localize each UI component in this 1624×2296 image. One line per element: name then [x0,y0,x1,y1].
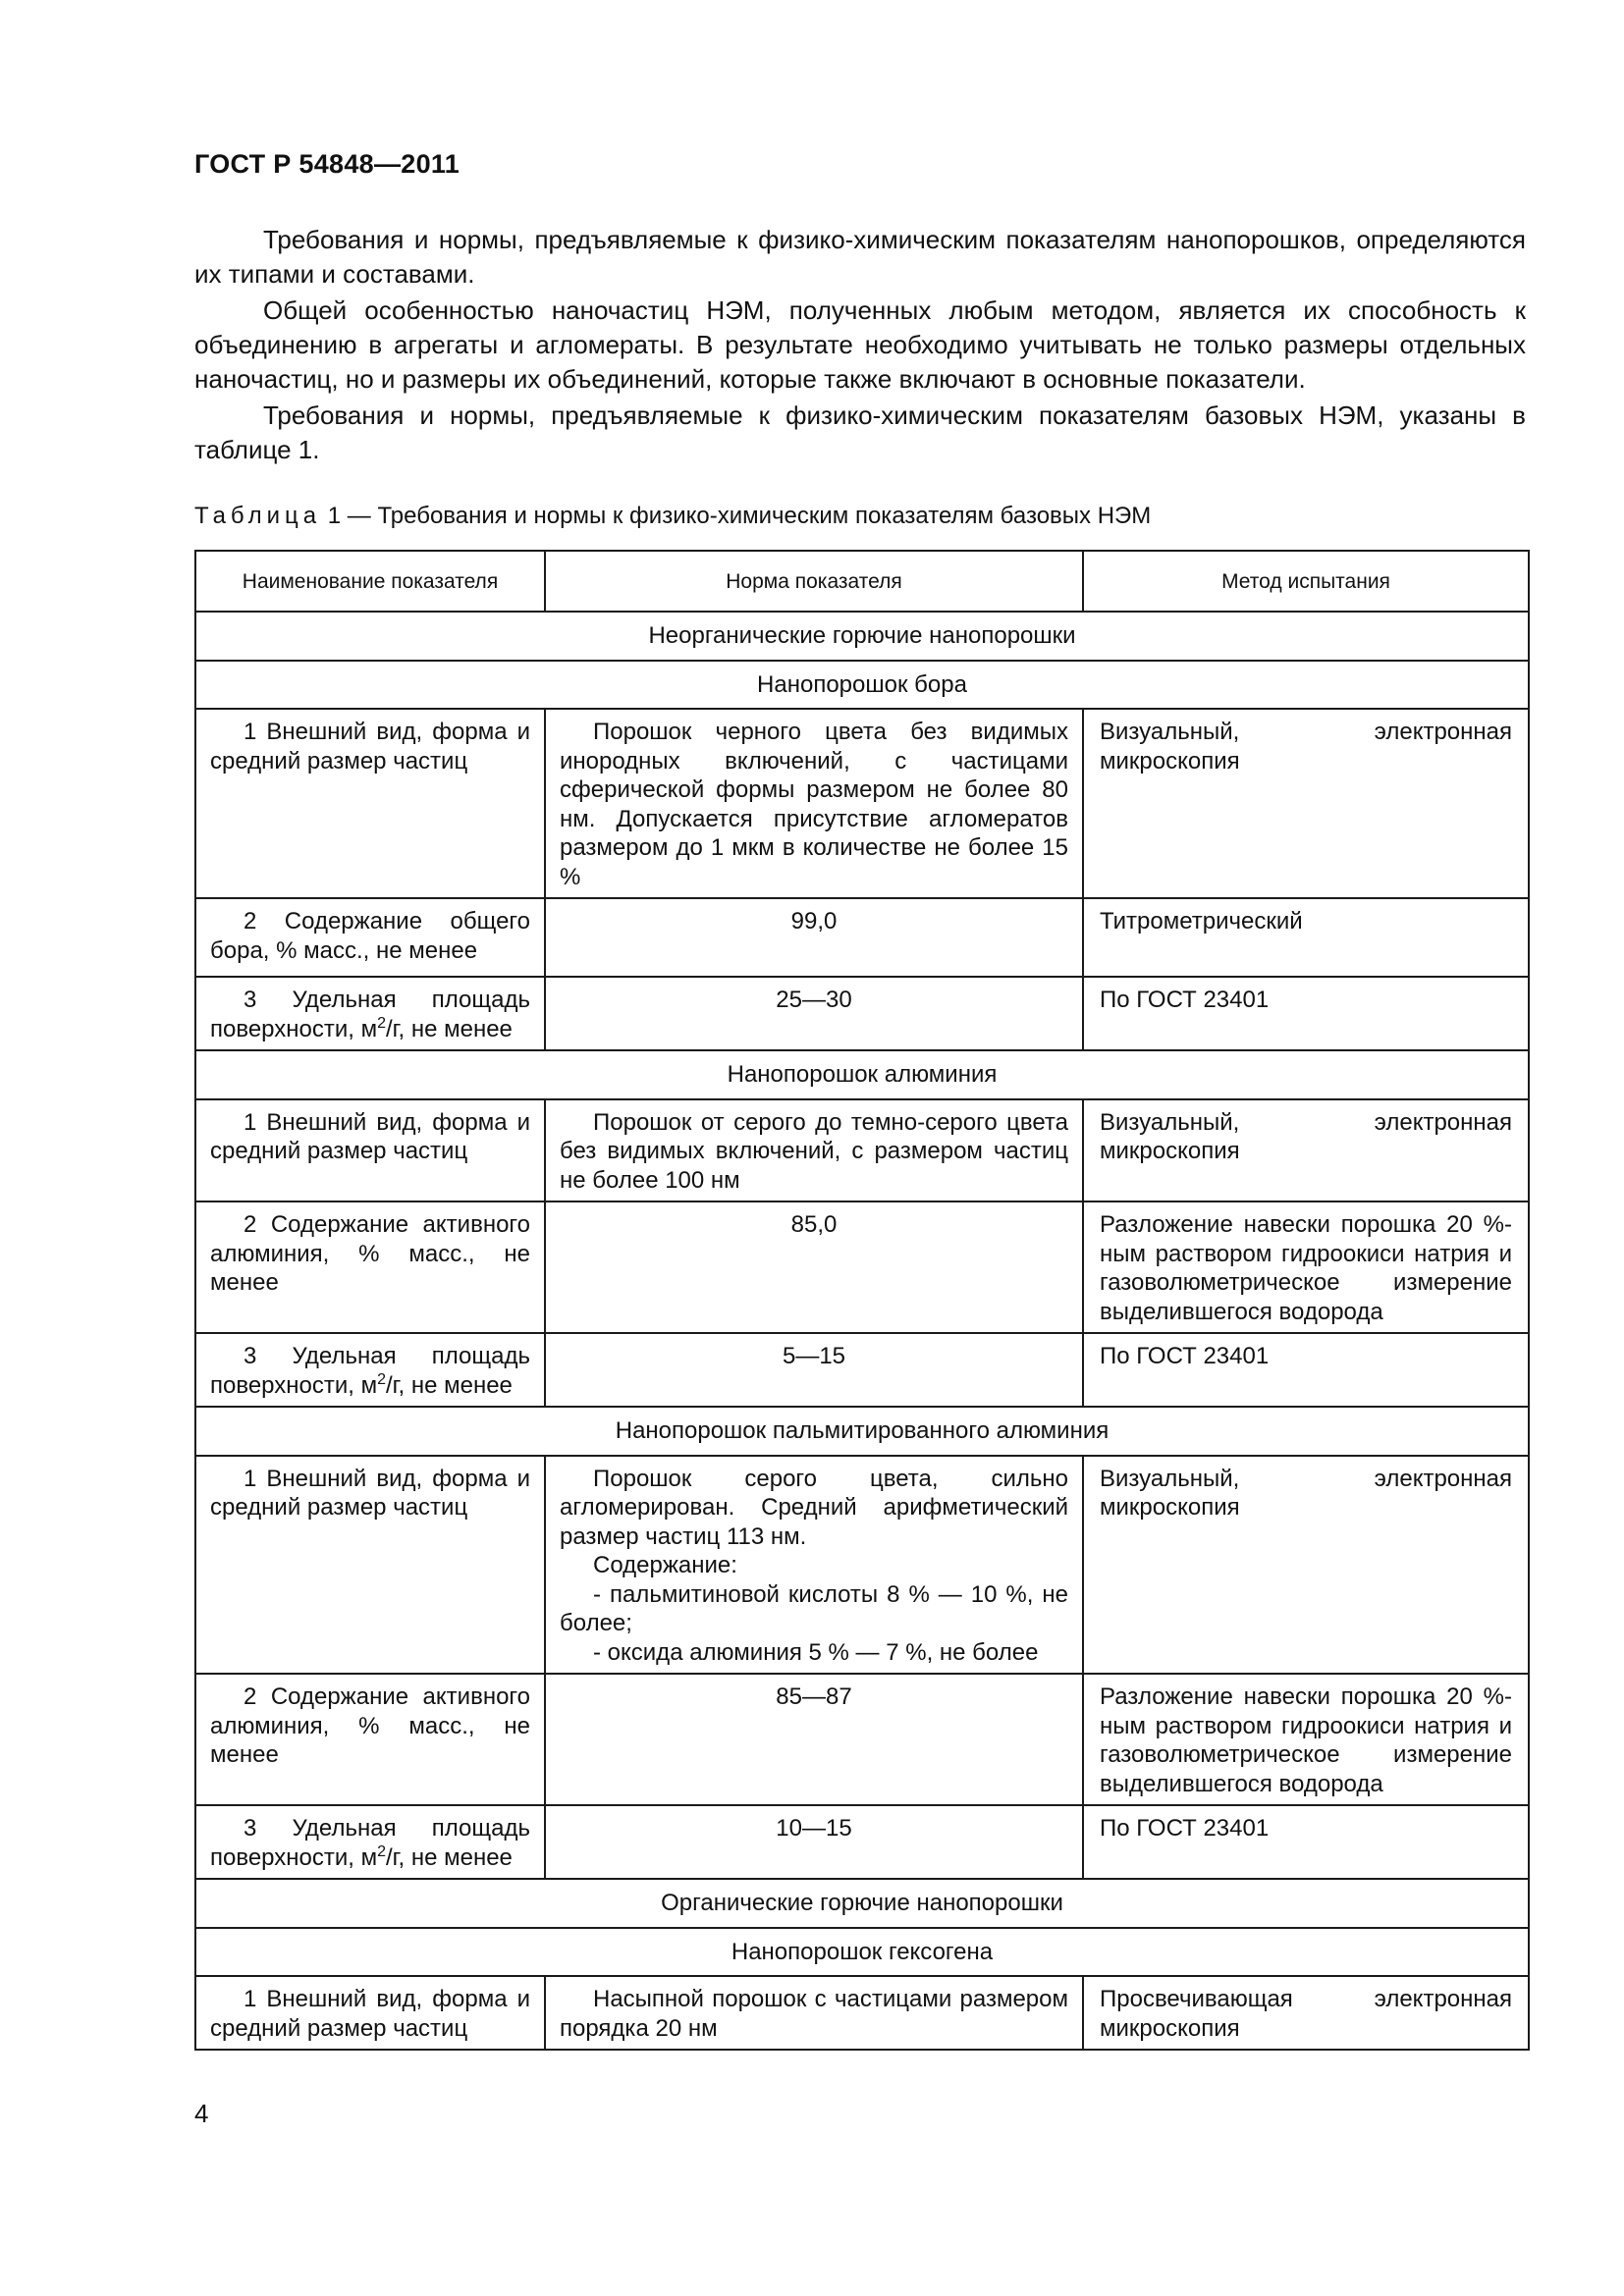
cell-name: 2 Содержание активного алюминия, % масс., не менее [195,1674,545,1805]
norm-list-item: - пальмитиновой кислоты 8 % — 10 %, не более; [560,1580,1068,1636]
subgroup-row [195,1050,1529,1099]
superscript: 2 [377,1014,386,1032]
subgroup-label: Нанопорошок бора [195,661,1529,710]
cell-name: 1 Внешний вид, форма и средний размер частиц [195,709,545,898]
table-row [195,1674,1529,1805]
cell-name: 1 Внешний вид, форма и средний размер частиц [195,1099,545,1202]
table-row [195,898,1529,977]
table-row [195,1333,1529,1407]
page-number: 4 [194,2099,209,2128]
paragraph: Требования и нормы, предъявляемые к физико-химическим показателям базовых НЭМ, указаны в таблице 1. [194,400,1526,464]
table-row [195,1976,1529,2050]
document-header: ГОСТ Р 54848—2011 [194,149,460,179]
cell-norm: Порошок от серого до темно-серого цвета без видимых включений, с размером частиц не более 100 нм [545,1099,1083,1202]
subgroup-row [195,1407,1529,1456]
subgroup-row [195,661,1529,710]
cell-name-unit: /г, не менее [386,1015,513,1042]
cell-name [195,1805,545,1879]
cell-norm: 5—15 [545,1333,1083,1407]
cell-method: Визуальный, электронная микроскопия [1083,1456,1529,1675]
subgroup-label: Нанопорошок алюминия [195,1050,1529,1099]
table-caption-text: 1 — Требования и нормы к физико-химическим показателям базовых НЭМ [321,503,1152,529]
table-caption-label: Таблица [194,503,322,529]
cell-name: 2 Содержание общего бора, % масс., не менее [195,898,545,977]
table-row [195,1201,1529,1333]
cell-method: Титрометрический [1083,898,1529,977]
cell-method: По ГОСТ 23401 [1083,977,1529,1050]
paragraph: Требования и нормы, предъявляемые к физико-химическим показателям нанопорошков, определяются их типами и составами. [194,225,1526,289]
table-row [195,1099,1529,1202]
table-header-row [195,551,1529,612]
table-row [195,1456,1529,1675]
cell-name [195,977,545,1050]
cell-name-unit: /г, не менее [386,1371,513,1399]
requirements-table [194,550,1530,2051]
cell-norm: 85,0 [545,1201,1083,1333]
subgroup-label: Нанопорошок пальмитированного алюминия [195,1407,1529,1456]
cell-method: По ГОСТ 23401 [1083,1805,1529,1879]
table-row [195,977,1529,1050]
cell-norm: 25—30 [545,977,1083,1050]
cell-name-unit: /г, не менее [386,1843,513,1871]
cell-norm: 99,0 [545,898,1083,977]
category-row [195,612,1529,661]
cell-method: Просвечивающая электронная микроскопия [1083,1976,1529,2050]
cell-name-text: 3 Удельная площадь поверхности, м [210,1343,530,1399]
cell-method: Визуальный, электронная микроскопия [1083,709,1529,898]
cell-norm: 85—87 [545,1674,1083,1805]
cell-norm: 10—15 [545,1805,1083,1879]
column-header-name: Наименование показателя [195,551,545,612]
cell-norm [545,1456,1083,1675]
category-row [195,1879,1529,1928]
table-caption [194,501,1151,532]
cell-norm: Насыпной порошок с частицами размером порядка 20 нм [545,1976,1083,2050]
norm-subheading: Содержание: [593,1552,737,1578]
cell-name-text: 3 Удельная площадь поверхности, м [210,1815,530,1871]
column-header-norm: Норма показателя [545,551,1083,612]
superscript: 2 [377,1370,386,1388]
cell-name: 1 Внешний вид, форма и средний размер частиц [195,1976,545,2050]
category-label: Органические горючие нанопорошки [195,1879,1529,1928]
superscript: 2 [377,1842,386,1860]
column-header-method: Метод испытания [1083,551,1529,612]
table-row [195,709,1529,898]
cell-method: По ГОСТ 23401 [1083,1333,1529,1407]
cell-method: Разложение навески порошка 20 %-ным раствором гидроокиси натрия и газоволюметрическое измерение выделившегося водорода [1083,1201,1529,1333]
cell-name-text: 3 Удельная площадь поверхности, м [210,987,530,1042]
cell-method: Визуальный, электронная микроскопия [1083,1099,1529,1202]
norm-description: Порошок серого цвета, сильно агломерирован. Средний арифметический размер частиц 113 нм. [560,1465,1068,1550]
cell-name: 2 Содержание активного алюминия, % масс., не менее [195,1201,545,1333]
table-row [195,1805,1529,1879]
subgroup-row [195,1928,1529,1977]
norm-list-item: - оксида алюминия 5 % — 7 %, не более [593,1638,1039,1666]
cell-norm: Порошок черного цвета без видимых инородных включений, с частицами сферической формы размером не более 80 нм. Допускается присутствие агломератов размером до 1 мкм в количестве не более 15 % [545,709,1083,898]
category-label: Неорганические горючие нанопорошки [195,612,1529,661]
cell-method: Разложение навески порошка 20 %-ным раствором гидроокиси натрия и газоволюметрическое измерение выделившегося водорода [1083,1674,1529,1805]
paragraph: Общей особенностью наночастиц НЭМ, полученных любым методом, является их способность к объединению в агрегаты и агломераты. В результате необходимо учитывать не только размеры отдельных наночастиц, но и размеры их объединений, которые также включают в основные показатели. [194,295,1526,394]
subgroup-label: Нанопорошок гексогена [195,1928,1529,1977]
cell-name: 1 Внешний вид, форма и средний размер частиц [195,1456,545,1675]
cell-name [195,1333,545,1407]
